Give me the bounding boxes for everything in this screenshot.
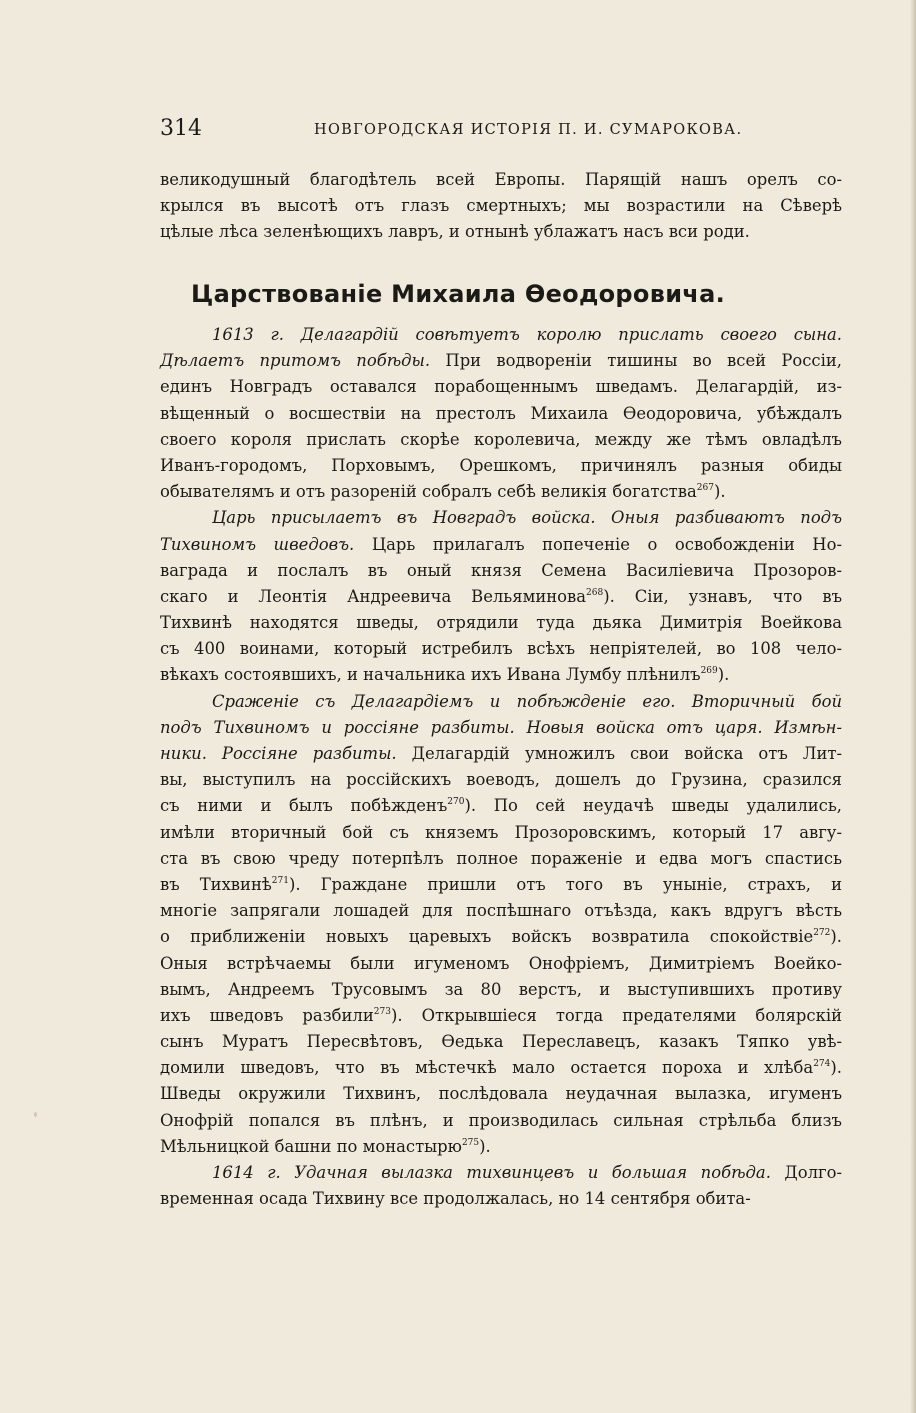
- text-line: единъ Новградъ оставался порабощеннымъ шведамъ. Делагардій, из-: [160, 377, 842, 397]
- text-line: вѣщенный о восшествіи на престолъ Михаила Ѳеодоровича, убѣждалъ: [160, 403, 842, 423]
- text-line: домили шведовъ, что въ мѣстечкѣ мало остается пороха и хлѣба$^{274}$).: [160, 1058, 842, 1078]
- paragraph: [160, 1160, 842, 1212]
- paragraph: [160, 689, 842, 1160]
- text-line: [160, 689, 842, 715]
- italic-heading: ники. Россіяне разбиты.: [160, 744, 397, 763]
- footnote-ref: 270: [447, 797, 465, 808]
- text-line: Оныя встрѣчаемы были игуменомъ Онофріемъ, Димитріемъ Воейко-: [160, 953, 842, 973]
- text-line: имѣли вторичный бой съ княземъ Прозоровскимъ, который 17 авгу-: [160, 822, 842, 842]
- text-line: вѣкахъ состоявшихъ, и начальника ихъ Ивана Лумбу плѣнилъ$^{269}$).: [160, 665, 730, 685]
- text-line: съ 400 воинами, который истребилъ всѣхъ непріятелей, во 108 чело-: [160, 639, 842, 659]
- text-line: [160, 505, 842, 531]
- text-line: 1614 г. Удачная вылазка тихвинцевъ и большая побѣда. Долго-: [212, 1163, 842, 1182]
- italic-heading: Дѣлаетъ притомъ побѣды.: [160, 351, 431, 371]
- italic-heading: 1614 г. Удачная вылазка тихвинцевъ и большая побѣда.: [212, 1163, 771, 1182]
- footnote-ref: 275: [461, 1137, 480, 1148]
- text-line: Тихвинѣ находятся шведы, отрядили туда дьяка Димитрія Воейкова: [160, 613, 842, 633]
- page-edge-shadow: [910, 0, 916, 1413]
- text-line: сынъ Муратъ Пересвѣтовъ, Ѳедька Переславецъ, казакъ Тяпко увѣ-: [160, 1032, 842, 1052]
- footnote-ref: 267: [696, 483, 714, 494]
- text-line: обывателямъ и отъ разореній собралъ себѣ великія богатства$^{267}$).: [160, 482, 726, 502]
- paragraph: [160, 505, 842, 688]
- section-title: Царствованіе Михаила Ѳеодоровича.: [191, 280, 725, 308]
- footnote-ref: 269: [700, 666, 718, 677]
- paragraph: [160, 322, 842, 505]
- text-line: [160, 715, 842, 741]
- text-line: вымъ, Андреемъ Трусовымъ за 80 верстъ, и выступившихъ противу: [160, 979, 842, 999]
- text-line: о приближеніи новыхъ царевыхъ войскъ возвратила спокойствіе$^{272}$).: [160, 927, 842, 947]
- text-line: своего короля прислать скорѣе королевича, между же тѣмъ овладѣлъ: [160, 429, 842, 449]
- text-line: крылся въ высотѣ отъ глазъ смертныхъ; мы возрастили на Сѣверѣ: [160, 196, 842, 216]
- text-line: великодушный благодѣтель всей Европы. Парящій нашъ орелъ со-: [160, 170, 842, 189]
- text-line: Онофрій попался въ плѣнъ, и производилась сильная стрѣльба близъ: [160, 1110, 842, 1130]
- text-line: скаго и Леонтія Андреевича Вельяминова$^{268}$). Сіи, узнавъ, что въ: [160, 586, 842, 606]
- footnote-ref: 271: [271, 875, 289, 886]
- text-line: Дѣлаетъ притомъ побѣды. При водвореніи тишины во всей Россіи,: [160, 351, 842, 371]
- page-number: 314: [160, 116, 202, 141]
- footnote-ref: 268: [586, 587, 604, 598]
- footnote-ref: 274: [813, 1059, 831, 1070]
- text-line: съ ними и былъ побѣжденъ$^{270}$). По сей неудачѣ шведы удалились,: [160, 796, 842, 816]
- page-header: [160, 114, 842, 146]
- text-line: Иванъ-городомъ, Порховымъ, Орешкомъ, причинялъ разныя обиды: [160, 455, 842, 475]
- text-line: Мѣльницкой башни по монастырю$^{275}$).: [160, 1136, 491, 1156]
- text-line: многіе запрягали лошадей для поспѣшнаго отъѣзда, какъ вдругъ вѣсть: [160, 901, 842, 921]
- footnote-ref: 273: [373, 1006, 391, 1017]
- italic-heading: Сраженіе съ Делагардіемъ и побѣжденіе его. Вторичный бой: [212, 691, 842, 711]
- paper-spot: [34, 1112, 37, 1117]
- text-line: въ Тихвинѣ$^{271}$). Граждане пришли отъ того въ уныніе, страхъ, и: [160, 874, 842, 894]
- text-line: временная осада Тихвину все продолжалась, но 14 сентября обита-: [160, 1189, 751, 1209]
- text-line: ваграда и послалъ въ оный князя Семена Василіевича Прозоров-: [160, 560, 842, 580]
- intro-text: [160, 167, 842, 246]
- text-line: цѣлые лѣса зеленѣющихъ лавръ, и отнынѣ ублажатъ насъ вси роди.: [160, 222, 750, 242]
- text-line: ихъ шведовъ разбили$^{273}$). Открывшіеся тогда предателями болярскій: [160, 1005, 842, 1025]
- main-text: [160, 322, 842, 1212]
- italic-heading: 1613 г. Делагардій совѣтуетъ королю прислать своего сына.: [212, 325, 842, 344]
- text-line: ники. Россіяне разбиты. Делагардій умножилъ свои войска отъ Лит-: [160, 744, 842, 763]
- italic-heading: Царь присылаетъ въ Новградъ войска. Оныя разбиваютъ подъ: [212, 508, 842, 528]
- text-line: Тихвиномъ шведовъ. Царь прилагалъ попеченіе о освобожденіи Но-: [160, 534, 842, 554]
- italic-heading: подъ Тихвиномъ и россіяне разбиты. Новыя войска отъ царя. Измѣн-: [160, 717, 842, 737]
- text-line: ста въ свою чреду потерпѣлъ полное пораженіе и едва могъ спастись: [160, 848, 842, 868]
- text-line: [160, 322, 842, 348]
- italic-heading: Тихвиномъ шведовъ.: [160, 534, 355, 554]
- running-head: НОВГОРОДСКАЯ ИСТОРІЯ П. И. СУМАРОКОВА.: [314, 122, 743, 138]
- footnote-ref: 272: [813, 928, 831, 939]
- text-line: Шведы окружили Тихвинъ, послѣдовала неудачная вылазка, игуменъ: [160, 1084, 842, 1104]
- text-line: вы, выступилъ на россійскихъ воеводъ, дошелъ до Грузина, сразился: [160, 770, 842, 790]
